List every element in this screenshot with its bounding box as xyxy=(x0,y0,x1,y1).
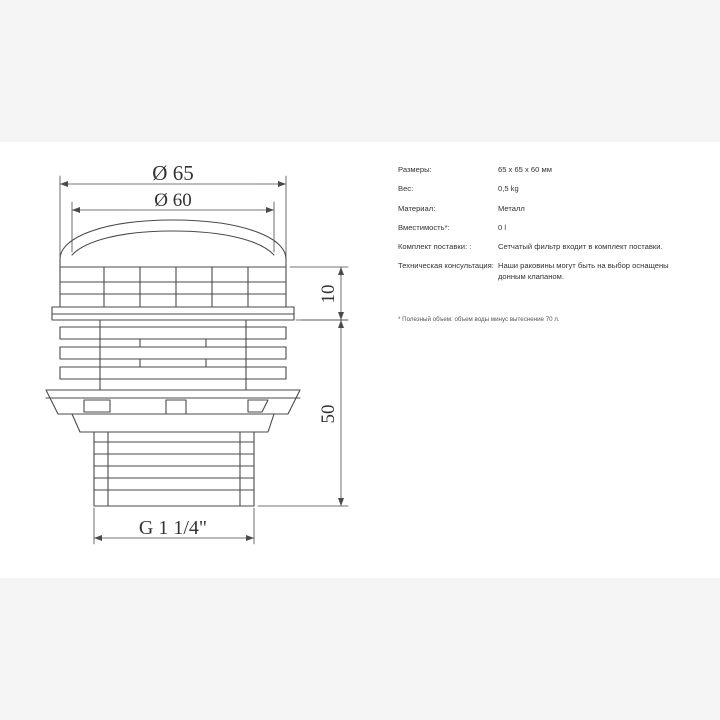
spec-row xyxy=(398,184,698,194)
main-flange xyxy=(46,390,300,414)
label-height-50: 50 xyxy=(318,404,339,424)
label-thread: G 1 1/4" xyxy=(138,517,208,539)
spec-label: Размеры: xyxy=(398,165,432,174)
threaded-shank xyxy=(72,414,274,506)
spec-value: Наши раковины могут быть на выбор оснащены донным клапаном. xyxy=(498,261,669,281)
spec-value: 0 l xyxy=(498,222,507,232)
grille-section xyxy=(60,267,286,307)
spec-label: Комплект поставки: : xyxy=(398,242,472,251)
spec-value: Металл xyxy=(498,203,525,213)
spec-row xyxy=(398,223,698,233)
spec-label: Вместимость*: xyxy=(398,222,450,232)
cap-dome xyxy=(60,220,286,267)
label-height-10: 10 xyxy=(318,284,339,304)
dimension-outer-diameter xyxy=(60,176,286,257)
fin-stack xyxy=(60,320,286,390)
label-outer-diameter: Ø 65 xyxy=(152,161,194,185)
label-inner-diameter: Ø 60 xyxy=(154,190,192,211)
spec-value: 65 x 65 x 60 мм xyxy=(498,165,552,174)
spec-label: Материал: xyxy=(398,203,436,213)
footnote: * Полезный объем: объем воды минус вытеснение 70 л. xyxy=(398,316,560,323)
spec-row xyxy=(398,165,698,175)
spec-label: Вес: xyxy=(398,184,414,194)
upper-flange xyxy=(52,307,294,320)
specification-table xyxy=(398,165,698,291)
bottom-letterbox-band xyxy=(0,578,720,720)
spec-label: Техническая консультация: xyxy=(398,261,494,271)
top-letterbox-band xyxy=(0,0,720,142)
spec-value: 0,5 kg xyxy=(498,184,519,194)
spec-row xyxy=(398,242,698,252)
spec-value: Сетчатый фильтр входит в комплект поставки. xyxy=(498,242,663,251)
spec-row xyxy=(398,261,698,282)
spec-row xyxy=(398,204,698,214)
